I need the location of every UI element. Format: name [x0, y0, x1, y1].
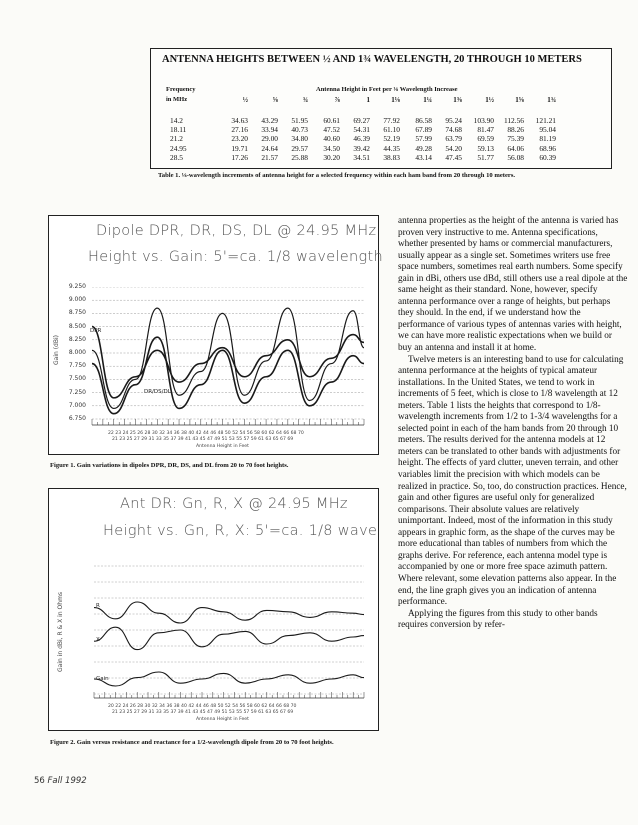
figure-1-plot — [86, 287, 370, 427]
table-cell: 67.89 — [415, 125, 432, 135]
issue-date: Fall 1992 — [47, 776, 87, 786]
table-column-header: 1¾ — [547, 96, 556, 104]
table-cell: 74.68 — [445, 125, 462, 135]
figure-2-label-x: X — [96, 637, 100, 643]
height-header: Antenna Height in Feet per ⅛ Wavelength Increase — [316, 86, 458, 93]
table-cell: 103.90 — [473, 116, 494, 125]
table-cell: 39.42 — [353, 143, 370, 153]
figure-1-y-tick: 8.750 — [68, 309, 86, 317]
table-column-header: ⅝ — [272, 96, 278, 104]
table-cell: 24.64 — [261, 143, 278, 153]
figure-2-x-ticks-row-2: 21 23 25 27 29 31 33 35 37 39 41 43 45 47 49 51 53 55 57 59 61 63 65 67 69 — [112, 710, 294, 715]
table-title: ANTENNA HEIGHTS BETWEEN ½ AND 1¾ WAVELENGTH, 20 THROUGH 10 METERS — [162, 54, 582, 65]
figure-1-y-tick: 8.250 — [68, 335, 86, 343]
figure-2-x-ticks-row-1: 20 22 24 26 28 30 32 34 36 38 40 42 44 46 48 50 52 54 56 58 60 62 64 66 68 70 — [108, 704, 297, 709]
table-cell: 54.31 — [353, 125, 370, 135]
table-column-header: ¾ — [302, 96, 308, 104]
table-cell: 46.39 — [353, 134, 370, 144]
figure-2-x-axis-label: Antenna Height in Feet — [196, 717, 249, 722]
table-cell: 51.95 — [291, 116, 308, 125]
table-cell: 54.20 — [445, 143, 462, 153]
table-frequency-cell: 14.2 — [170, 116, 183, 125]
table-column-header: ½ — [242, 96, 248, 104]
table-cell: 69.59 — [477, 134, 494, 144]
table-cell: 43.14 — [415, 152, 432, 162]
figure-2-plot — [88, 560, 370, 700]
figure-1-y-tick: 9.250 — [68, 283, 86, 290]
figure-1-y-tick: 7.500 — [68, 375, 86, 383]
table-cell: 49.28 — [415, 143, 432, 153]
table-cell: 40.60 — [323, 134, 340, 144]
table-cell: 19.71 — [231, 143, 248, 153]
table-cell: 69.27 — [353, 116, 370, 125]
table-cell: 61.10 — [383, 125, 400, 135]
table-cell: 38.83 — [383, 152, 400, 162]
table-cell: 64.06 — [507, 143, 524, 153]
table-cell: 60.61 — [323, 116, 340, 125]
table-cell: 21.57 — [261, 152, 278, 162]
table-cell: 29.00 — [261, 134, 278, 144]
article-paragraph: Twelve meters is an interesting band to use for calculating antenna performance at the heights of typical amateur installations. In the United States, we tend to work in increments of 5 feet, which is close to 1/8 wavelength at 12 meters. Table 1 lists the heights that correspond to 1/8-wavelength increments from 1/2 to 1-3/4 wavelengths for a selected point in each of the ham bands from 20 through 10 meters. The results derived for the antenna models at 12 meters can be translated to other bands with adjustments for height. The effects of yard clutter, uneven terrain, and other variables limit the precision with which models can be realized in practice. So, too, do construction practices. Hence, gain and other figures are useful only for generalized comparisons. Their absolute values are relatively unimportant. Indeed, most of the information in this study appears in graphic form, as the shape of the curves may be more educational than tables of numbers from which the graphs derive. For reference, each antenna model type is accompanied by one or more free space azimuth pattern. Where relevant, some elevation patterns also appear. In the end, the line graph gives you an indication of antenna performance. — [398, 354, 627, 608]
table-cell: 75.39 — [507, 134, 524, 144]
figure-1-y-tick: 8.000 — [68, 349, 86, 356]
table-cell: 56.08 — [507, 152, 524, 162]
figure-1-series-line — [92, 308, 364, 408]
table-cell: 34.50 — [323, 143, 340, 153]
figure-2-label-gain: Gain — [96, 676, 109, 682]
figure-2-series-line — [94, 672, 364, 686]
table-column-header: 1⅝ — [515, 96, 524, 104]
table-cell: 52.19 — [383, 134, 400, 144]
page-folio — [34, 776, 87, 786]
figure-1-title: Dipole DPR, DR, DS, DL @ 24.95 MHz — [96, 223, 377, 239]
figure-1-caption: Figure 1. Gain variations in dipoles DPR, DR, DS, and DL from 20 to 70 foot heights. — [50, 462, 289, 469]
table-cell: 121.21 — [535, 116, 556, 125]
figure-1-y-tick: 6.750 — [68, 415, 86, 422]
table-cell: 68.96 — [539, 143, 556, 153]
table-cell: 57.99 — [415, 134, 432, 144]
figure-1-y-tick: 9.000 — [68, 296, 86, 304]
table-cell: 88.26 — [507, 125, 524, 135]
table-cell: 86.58 — [415, 116, 432, 125]
table-column-header: 1½ — [485, 96, 494, 104]
figure-1-y-tick: 7.250 — [68, 388, 86, 396]
table-column-header: 1¼ — [423, 96, 432, 104]
article-paragraph: antenna properties as the height of the antenna is varied has proven very instructive to me. Antenna specifications, whether presented by hams or commercial manufacturers, usually appear as a single set. Sometimes writers use free space numbers, sometimes real earth numbers. Some specify gain in dBi, others use dBd, still others use a real dipole at the same height as their standard. None, however, specify antenna performance over a range of heights, but perhaps they should. In the end, if we understand how the performance of various types of antennas varies with height, we can have more realistic expectations when we build or buy an antenna and install it at home. — [398, 216, 628, 354]
table-cell: 27.16 — [231, 125, 248, 135]
table-cell: 44.35 — [383, 143, 400, 153]
table-cell: 112.56 — [503, 116, 524, 125]
frequency-header: Frequency — [166, 86, 196, 93]
figure-1-y-axis-label: Gain (dBi) — [53, 335, 60, 365]
table-cell: 81.19 — [539, 134, 556, 144]
table-cell: 77.92 — [383, 116, 400, 125]
table-cell: 29.57 — [291, 143, 308, 153]
figure-1-y-tick: 8.500 — [68, 322, 86, 330]
figure-1-series-line — [92, 337, 364, 414]
table-cell: 30.20 — [323, 152, 340, 162]
table-cell: 34.80 — [291, 134, 308, 144]
figure-2-y-axis-label: Gain in dBi, R & X in Ohms — [57, 591, 64, 672]
table-cell: 95.04 — [539, 125, 556, 135]
table-column-header: ⅞ — [334, 96, 340, 104]
page-number: 56 — [34, 776, 45, 786]
table-cell: 95.24 — [445, 116, 462, 125]
table-cell: 34.63 — [231, 116, 248, 125]
figure-2-series-line — [94, 602, 364, 623]
figure-1-x-ticks-row-1: 22 23 24 25 26 28 30 32 34 36 38 40 42 44 46 48 50 52 54 56 58 60 62 64 66 68 70 — [108, 431, 304, 436]
table-cell: 59.13 — [477, 143, 494, 153]
table-column-header: 1⅜ — [453, 96, 462, 104]
figure-2-title: Ant DR: Gn, R, X @ 24.95 MHz — [120, 496, 348, 512]
table-cell: 40.73 — [291, 125, 308, 135]
figure-1-x-ticks-row-2: 21 23 25 27 29 31 33 35 37 39 41 43 45 47 49 51 53 55 57 59 61 63 65 67 69 — [112, 437, 294, 442]
frequency-unit: in MHz — [166, 96, 188, 103]
figure-1-y-tick: 7.000 — [68, 401, 86, 409]
table-column-header: 1⅛ — [391, 96, 400, 104]
figure-2-label-r: R — [96, 603, 100, 609]
table-frequency-cell: 24.95 — [170, 143, 187, 153]
article-paragraph: Applying the figures from this study to other bands requires conversion by refer- — [398, 608, 598, 631]
figure-1-label-dpr: DPR — [90, 328, 102, 334]
table-cell: 25.88 — [291, 152, 308, 162]
article-body — [398, 216, 628, 632]
table-cell: 60.39 — [539, 152, 556, 162]
figure-2-subtitle: Height vs. Gn, R, X: 5'=ca. 1/8 wave — [103, 523, 378, 539]
table-cell: 17.26 — [231, 152, 248, 162]
table-caption: Table 1. ⅛-wavelength increments of antenna height for a selected frequency within each ham band from 20 through 10 meters. — [158, 172, 516, 179]
table-cell: 51.77 — [477, 152, 494, 162]
figure-1-y-tick: 7.750 — [68, 362, 86, 370]
figure-1-label-dr-ds-dl: DR/DS/DL — [144, 389, 171, 395]
table-cell: 33.94 — [261, 125, 278, 135]
table-frequency-cell: 21.2 — [170, 134, 183, 144]
figure-2-caption: Figure 2. Gain versus resistance and reactance for a 1/2-wavelength dipole from 20 to 70 foot heights. — [50, 739, 334, 746]
table-cell: 43.29 — [261, 116, 278, 125]
figure-1-x-axis-label: Antenna Height in Feet — [196, 444, 249, 449]
figure-1-subtitle: Height vs. Gain: 5'=ca. 1/8 wavelength — [88, 249, 383, 265]
table-cell: 47.45 — [445, 152, 462, 162]
table-column-header: 1 — [366, 96, 370, 104]
table-cell: 23.20 — [231, 134, 248, 144]
table-cell: 34.51 — [353, 152, 370, 162]
table-cell: 47.52 — [323, 125, 340, 135]
table-cell: 81.47 — [477, 125, 494, 135]
table-cell: 63.79 — [445, 134, 462, 144]
table-frequency-cell: 28.5 — [170, 152, 183, 162]
table-frequency-cell: 18.11 — [170, 125, 187, 135]
